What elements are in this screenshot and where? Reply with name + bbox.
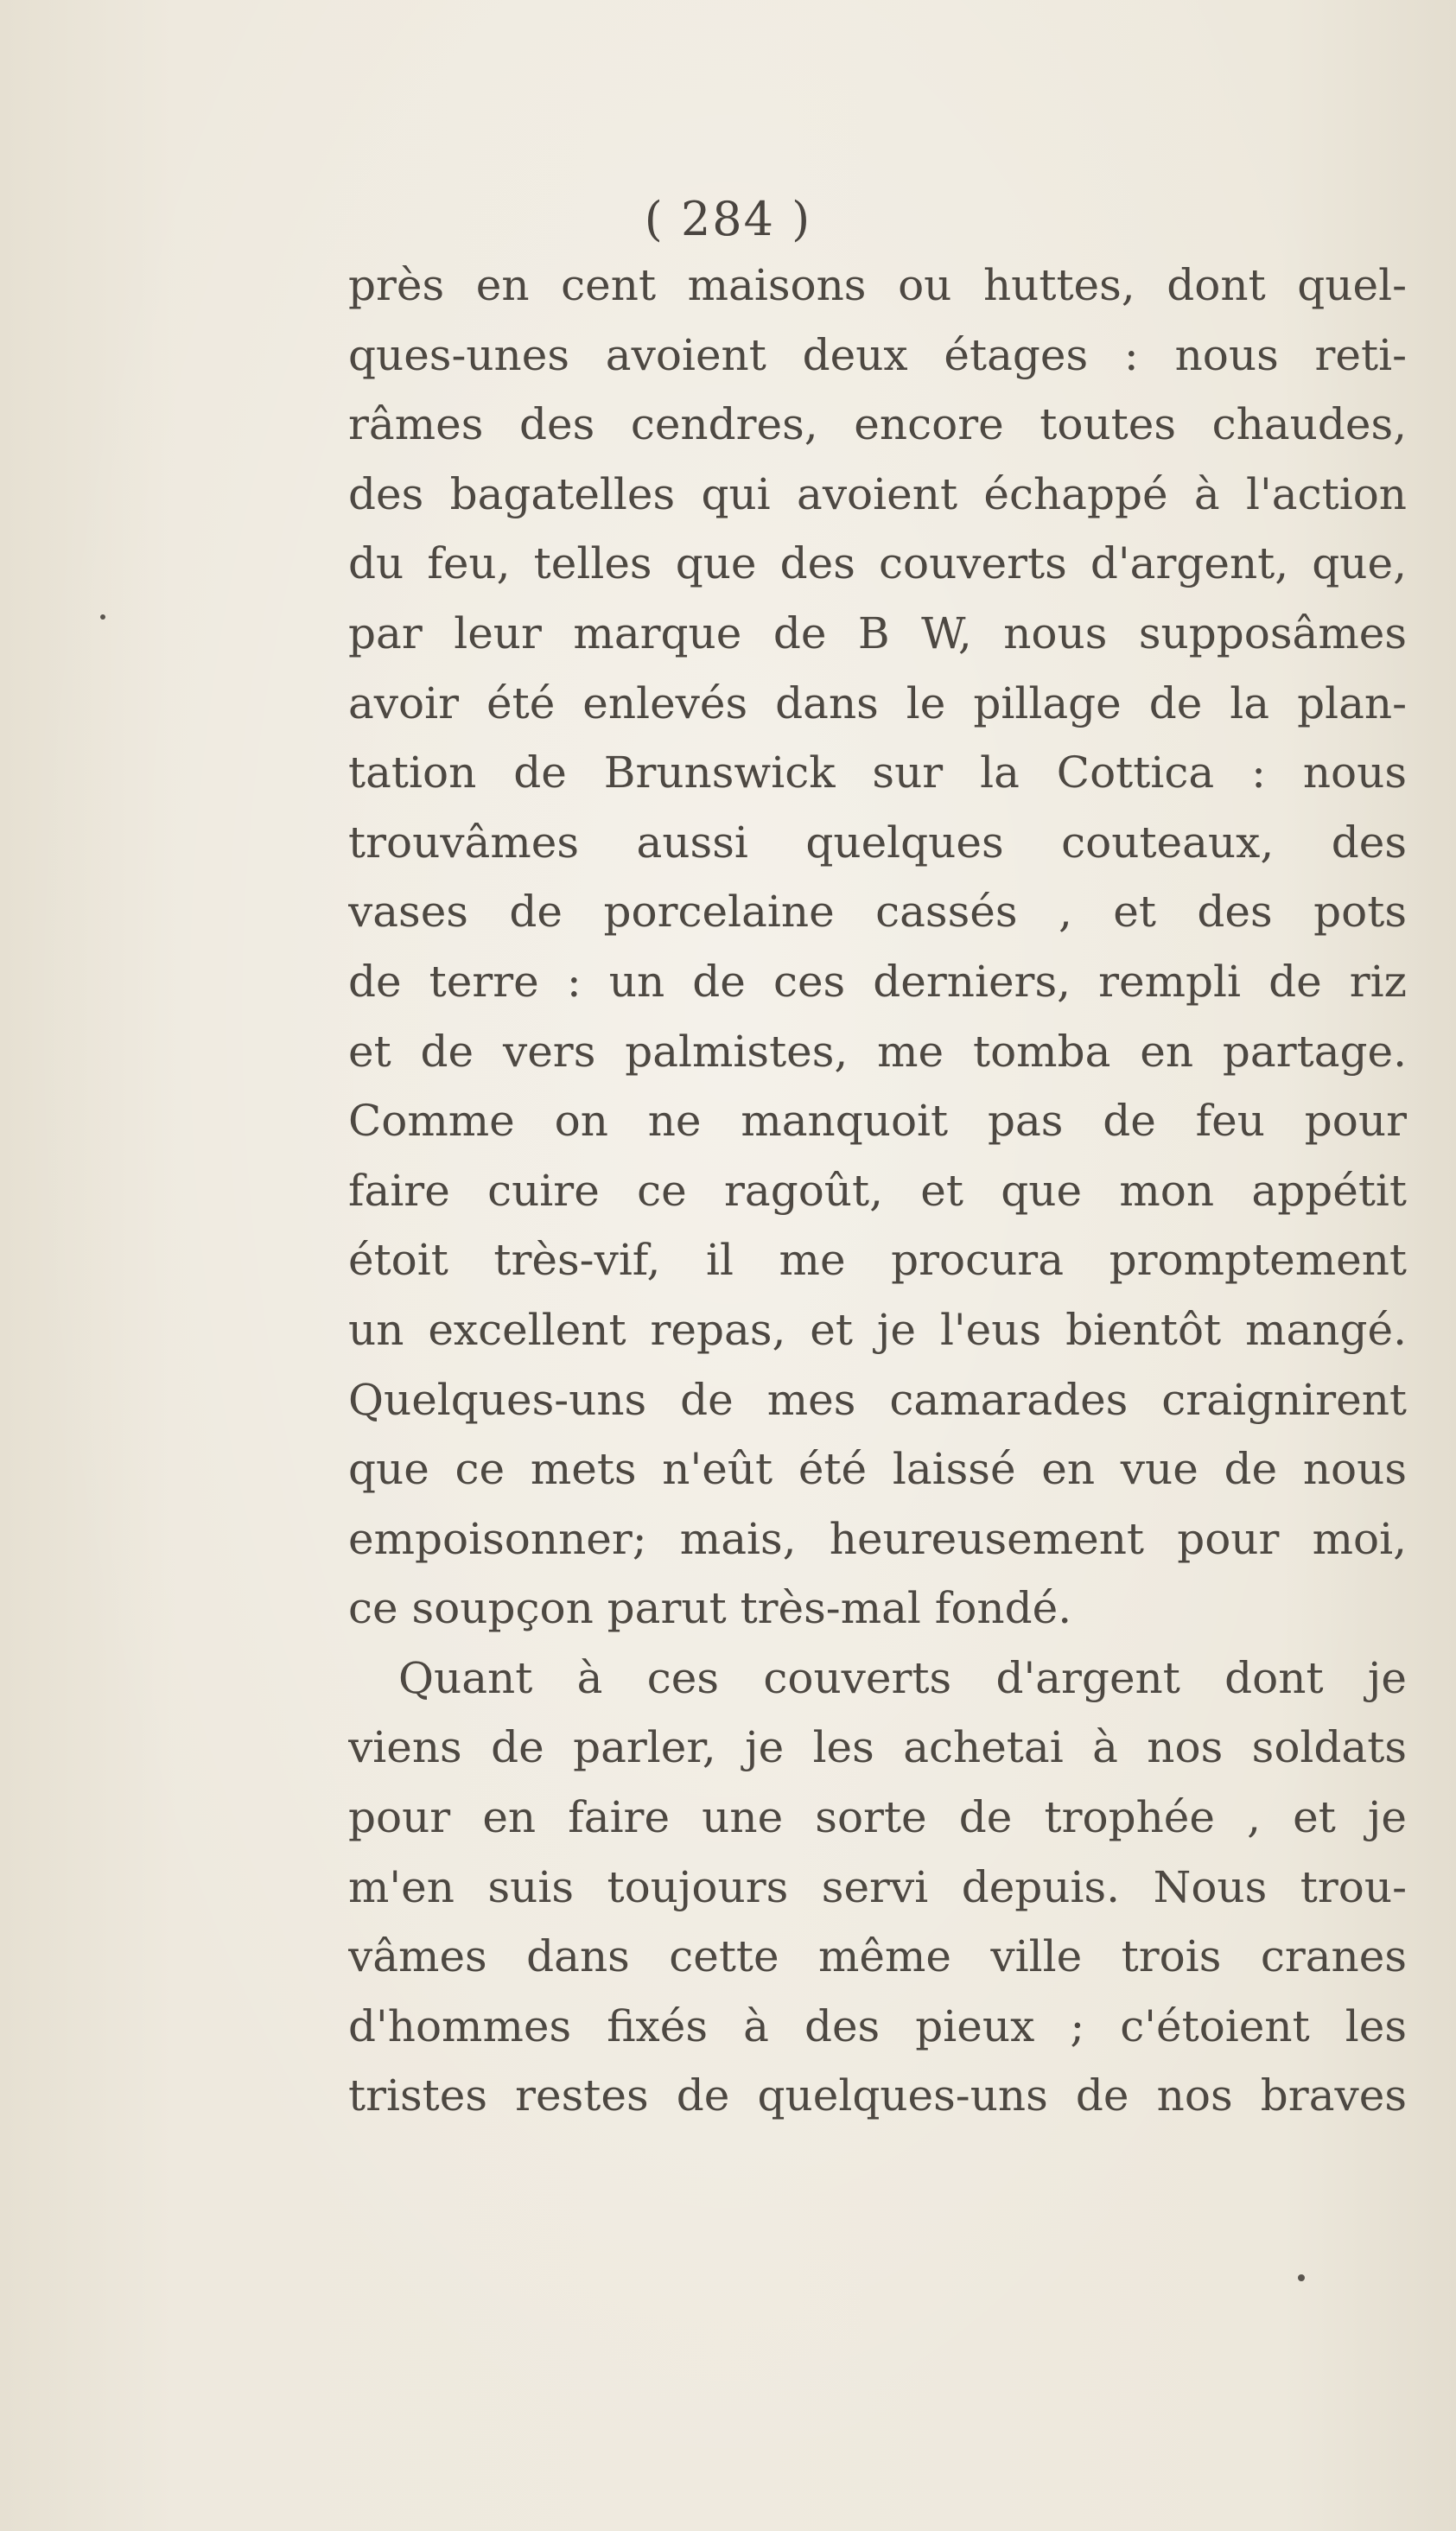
text-line: Quant à ces couverts d'argent dont je xyxy=(398,1652,1407,1703)
text-line: un excellent repas, et je l'eus bientôt mangé. xyxy=(348,1304,1407,1355)
text-line: trouvâmes aussi quelques couteaux, des xyxy=(348,817,1407,868)
page-number: ( 284 ) xyxy=(644,192,812,246)
text-line: empoisonner; mais, heureusement pour moi, xyxy=(348,1513,1407,1564)
text-line: râmes des cendres, encore toutes chaudes, xyxy=(348,399,1407,450)
text-line: vâmes dans cette même ville trois cranes xyxy=(348,1931,1407,1982)
ink-speck xyxy=(100,614,105,620)
text-line: faire cuire ce ragoût, et que mon appétit xyxy=(348,1165,1407,1216)
text-line: par leur marque de B W, nous supposâmes xyxy=(348,607,1407,658)
text-line: d'hommes fixés à des pieux ; c'étoient les xyxy=(348,2000,1407,2051)
ink-speck xyxy=(1298,2274,1305,2281)
text-line: ce soupçon parut très-mal fondé. xyxy=(348,1583,1072,1634)
text-line: avoir été enlevés dans le pillage de la plan- xyxy=(348,677,1407,728)
text-line: tation de Brunswick sur la Cottica : nous xyxy=(348,747,1407,798)
text-line: et de vers palmistes, me tomba en partage. xyxy=(348,1026,1407,1077)
text-line: m'en suis toujours servi depuis. Nous trou- xyxy=(348,1861,1407,1912)
text-line: des bagatelles qui avoient échappé à l'action xyxy=(348,468,1407,519)
text-line: tristes restes de quelques-uns de nos braves xyxy=(348,2070,1407,2121)
text-line: que ce mets n'eût été laissé en vue de nous xyxy=(348,1444,1407,1495)
text-line: Comme on ne manquoit pas de feu pour xyxy=(348,1096,1407,1147)
text-line: pour en faire une sorte de trophée , et je xyxy=(348,1792,1407,1843)
body-text xyxy=(348,251,1407,2131)
text-line: du feu, telles que des couverts d'argent, que, xyxy=(348,538,1407,589)
text-line: près en cent maisons ou huttes, dont quel- xyxy=(348,260,1407,310)
text-line: Quelques-uns de mes camarades craignirent xyxy=(348,1374,1407,1425)
text-line: de terre : un de ces derniers, rempli de riz xyxy=(348,956,1407,1007)
text-line: viens de parler, je les achetai à nos soldats xyxy=(348,1722,1407,1773)
text-line: ques-unes avoient deux étages : nous reti- xyxy=(348,329,1407,380)
text-line: vases de porcelaine cassés , et des pots xyxy=(348,887,1407,938)
text-line: étoit très-vif, il me procura promptement xyxy=(348,1235,1407,1286)
